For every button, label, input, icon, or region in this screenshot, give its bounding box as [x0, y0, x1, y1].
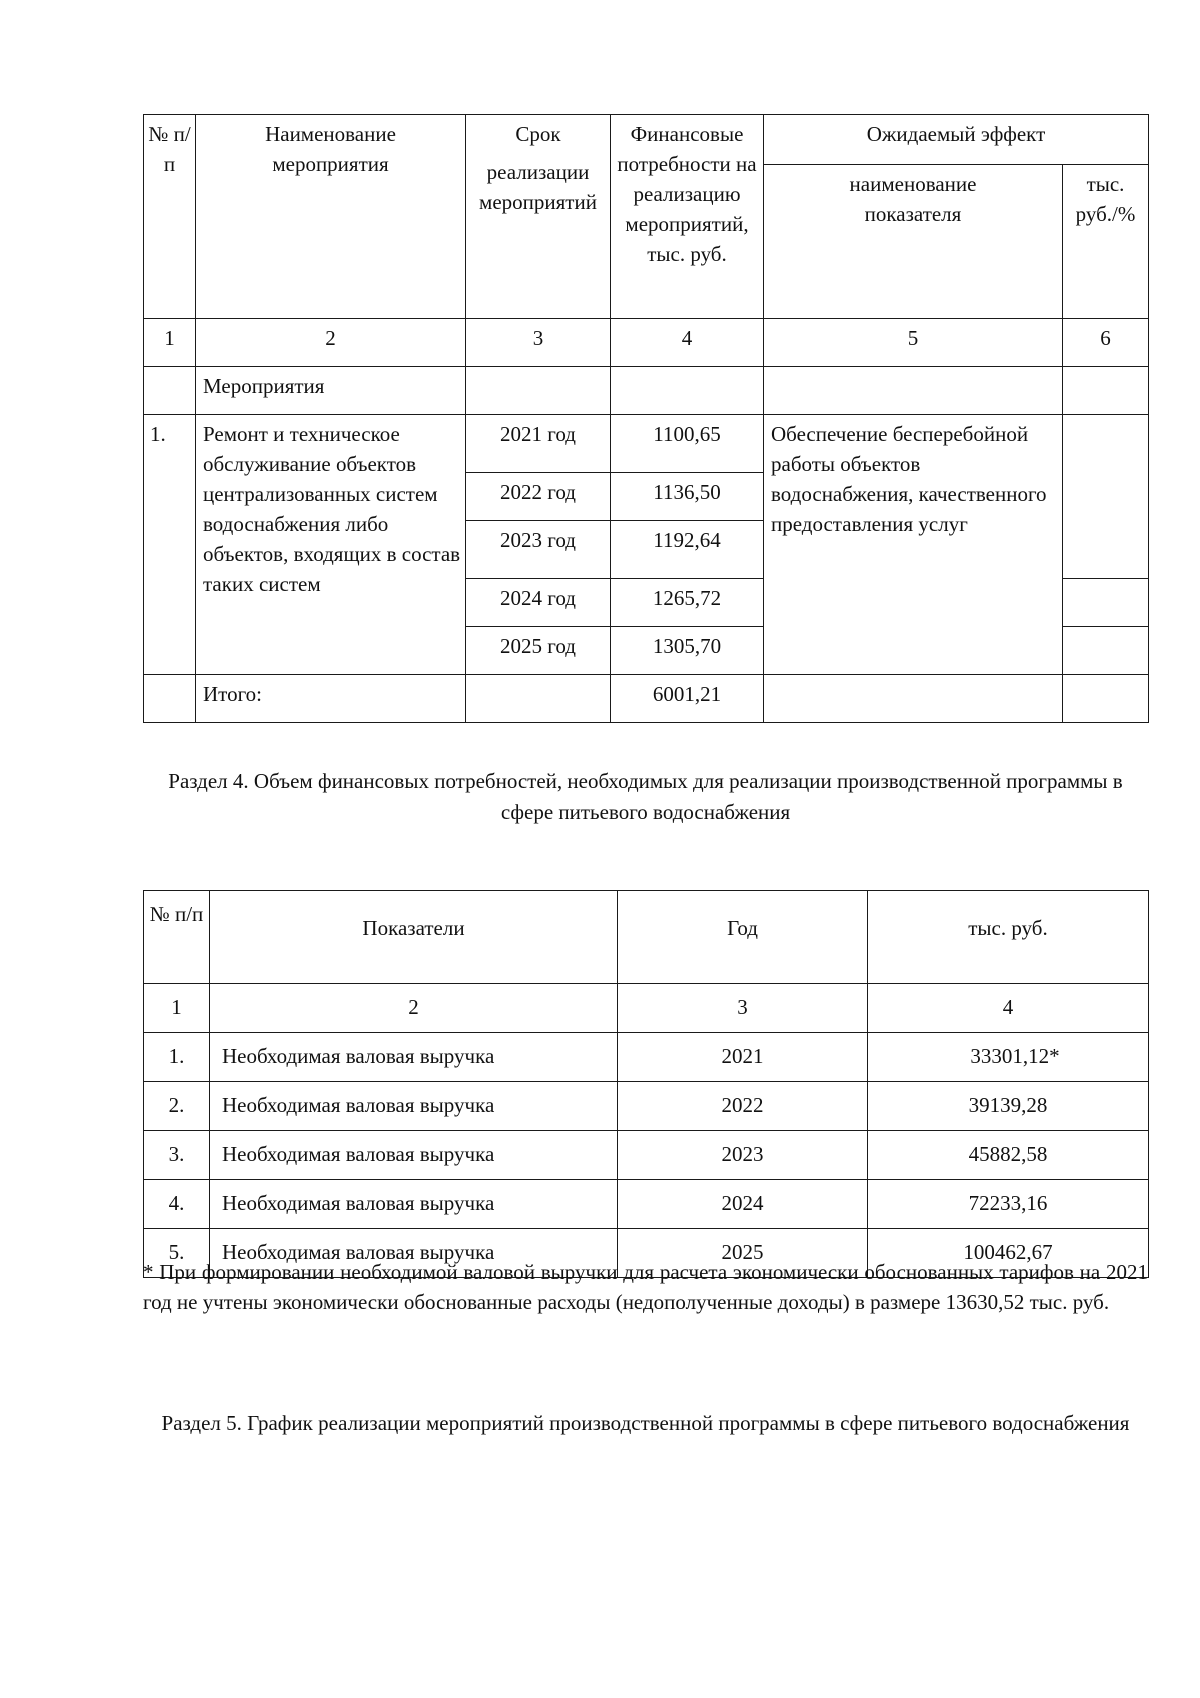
section-4-title: Раздел 4. Объем финансовых потребностей, необходимых для реализации производственной программы в сфере питьевого водоснабжения — [168, 769, 1123, 824]
row-year: 2023 — [618, 1131, 868, 1180]
year-cell: 2025 год — [466, 627, 611, 675]
table-row — [144, 1131, 1149, 1180]
row-name: Необходимая валовая выручка — [210, 1229, 618, 1278]
row-amount: 72233,16 — [868, 1180, 1149, 1229]
row-name: Необходимая валовая выручка — [210, 1082, 618, 1131]
item-effect: Обеспечение бесперебойной работы объектов водоснабжения, качественного предоставления услуг — [764, 415, 1063, 675]
row-amount: 100462,67 — [868, 1229, 1149, 1278]
item-name: Ремонт и техническое обслуживание объектов централизованных систем водоснабжения либо объектов, входящих в состав таких систем — [196, 415, 466, 675]
year-cell: 2023 год — [466, 521, 611, 579]
col-number: 1 — [144, 984, 210, 1033]
empty-cell — [466, 675, 611, 723]
empty-cell — [1063, 579, 1149, 627]
empty-cell — [466, 367, 611, 415]
empty-cell — [764, 367, 1063, 415]
item-num: 1. — [144, 415, 196, 675]
header-term-sub: реализации мероприятий — [479, 160, 597, 214]
header-indicator: наименование показателя — [764, 165, 1063, 319]
row-amount: 39139,28 — [868, 1082, 1149, 1131]
header-term — [466, 115, 611, 319]
header-amount: тыс. руб. — [868, 891, 1149, 984]
col-number: 4 — [868, 984, 1149, 1033]
empty-cell — [764, 675, 1063, 723]
header-finance: Финансовые потребности на реализацию мероприятий, тыс. руб. — [611, 115, 764, 319]
row-num: 4. — [144, 1180, 210, 1229]
row-amount: 33301,12* — [868, 1033, 1149, 1082]
measures-table — [143, 114, 1149, 723]
header-term-top: Срок — [515, 122, 561, 146]
row-name: Необходимая валовая выручка — [210, 1033, 618, 1082]
col-number: 4 — [611, 319, 764, 367]
col-number: 5 — [764, 319, 1063, 367]
empty-cell — [611, 367, 764, 415]
row-num: 1. — [144, 1033, 210, 1082]
amount-cell: 1305,70 — [611, 627, 764, 675]
row-name: Необходимая валовая выручка — [210, 1180, 618, 1229]
row-amount: 45882,58 — [868, 1131, 1149, 1180]
amount-cell: 1265,72 — [611, 579, 764, 627]
row-num: 2. — [144, 1082, 210, 1131]
header-value: тыс. руб./% — [1063, 165, 1149, 319]
total-label: Итого: — [196, 675, 466, 723]
empty-cell — [1063, 675, 1149, 723]
table-row — [144, 1033, 1149, 1082]
empty-cell — [144, 367, 196, 415]
col-number: 2 — [210, 984, 618, 1033]
row-num: 5. — [144, 1229, 210, 1278]
year-cell: 2022 год — [466, 473, 611, 521]
col-number: 1 — [144, 319, 196, 367]
total-value: 6001,21 — [611, 675, 764, 723]
col-number: 6 — [1063, 319, 1149, 367]
header-num: № п/п — [144, 891, 210, 984]
section-5-title: Раздел 5. График реализации мероприятий производственной программы в сфере питьевого водоснабжения — [161, 1411, 1130, 1435]
header-num: № п/п — [144, 115, 196, 319]
empty-cell — [1063, 627, 1149, 675]
empty-cell — [1063, 367, 1149, 415]
col-number: 3 — [618, 984, 868, 1033]
revenue-table — [143, 890, 1149, 1278]
row-year: 2022 — [618, 1082, 868, 1131]
col-number: 3 — [466, 319, 611, 367]
row-num: 3. — [144, 1131, 210, 1180]
table-row — [144, 1082, 1149, 1131]
header-effect: Ожидаемый эффект — [764, 115, 1149, 165]
row-year: 2025 — [618, 1229, 868, 1278]
amount-cell: 1100,65 — [611, 415, 764, 473]
empty-cell — [144, 675, 196, 723]
row-name: Необходимая валовая выручка — [210, 1131, 618, 1180]
header-name: Наименование мероприятия — [196, 115, 466, 319]
amount-cell: 1136,50 — [611, 473, 764, 521]
section-label: Мероприятия — [196, 367, 466, 415]
header-year: Год — [618, 891, 868, 984]
year-cell: 2021 год — [466, 415, 611, 473]
row-year: 2021 — [618, 1033, 868, 1082]
col-number: 2 — [196, 319, 466, 367]
header-indicator: Показатели — [210, 891, 618, 984]
empty-cell — [1063, 415, 1149, 579]
amount-cell: 1192,64 — [611, 521, 764, 579]
row-year: 2024 — [618, 1180, 868, 1229]
year-cell: 2024 год — [466, 579, 611, 627]
footnote: * При формировании необходимой валовой выручки для расчета экономически обоснованных тарифов на 2021 год не учтены экономически обоснованные расходы (недополученные доходы) в размере 13630,52 тыс. руб. — [143, 1260, 1148, 1314]
table-row — [144, 1180, 1149, 1229]
